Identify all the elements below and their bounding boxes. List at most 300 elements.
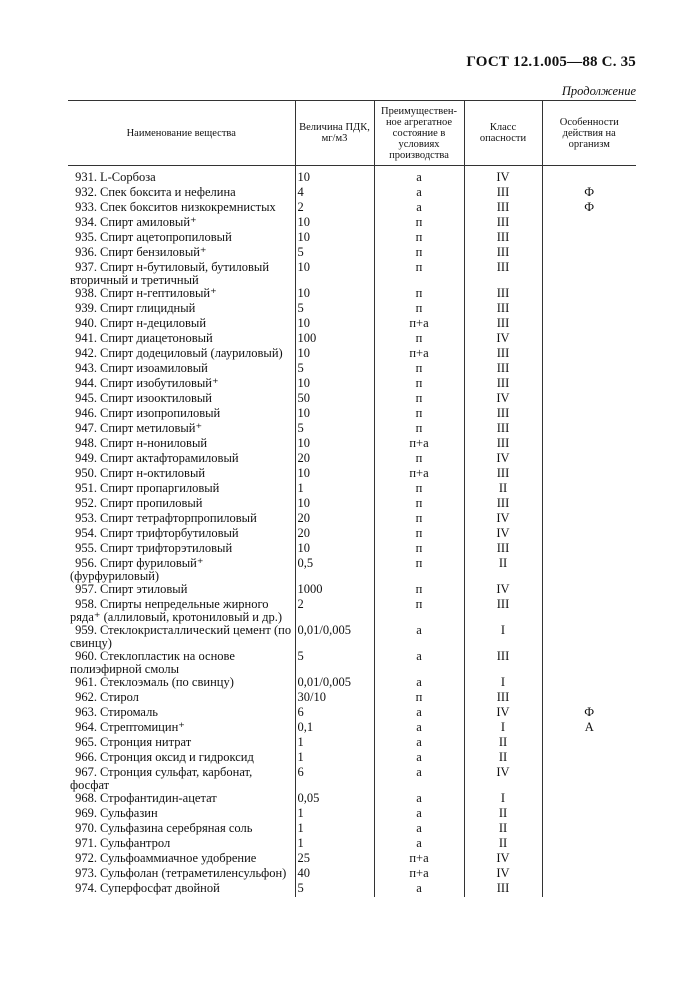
- cell-substance: [68, 362, 295, 377]
- row-number: 959.: [75, 623, 97, 637]
- substance-name: Спирт тетрафторпропиловый: [100, 511, 257, 525]
- table-row: [68, 201, 636, 216]
- substance-name: Строфантидин-ацетат: [100, 791, 217, 805]
- continuation-label: Продолжение: [561, 84, 636, 98]
- cell-substance: [68, 650, 295, 676]
- cell-state: п: [374, 497, 464, 512]
- cell-pdk: 4: [295, 186, 374, 201]
- cell-effect: [542, 542, 636, 557]
- row-number: 960.: [75, 649, 97, 663]
- row-number: 944.: [75, 376, 97, 390]
- cell-state: п: [374, 216, 464, 231]
- table-row: [68, 736, 636, 751]
- table-row: [68, 822, 636, 837]
- cell-effect: [542, 317, 636, 332]
- cell-state: п+а: [374, 317, 464, 332]
- table-row: [68, 792, 636, 807]
- row-number: 963.: [75, 705, 97, 719]
- cell-pdk: 0,5: [295, 557, 374, 583]
- cell-substance: [68, 497, 295, 512]
- cell-pdk: 1000: [295, 583, 374, 598]
- row-number: 967.: [75, 765, 97, 779]
- table-row: [68, 751, 636, 766]
- cell-state: а: [374, 186, 464, 201]
- cell-effect: [542, 302, 636, 317]
- cell-substance: [68, 512, 295, 527]
- cell-effect: [542, 867, 636, 882]
- table-row: [68, 216, 636, 231]
- cell-pdk: 50: [295, 392, 374, 407]
- row-number: 950.: [75, 466, 97, 480]
- table-row: [68, 497, 636, 512]
- cell-class: III: [464, 407, 542, 422]
- cell-effect: [542, 766, 636, 792]
- cell-effect: [542, 792, 636, 807]
- row-number: 948.: [75, 436, 97, 450]
- cell-substance: [68, 246, 295, 261]
- substance-name: Стирол: [100, 690, 139, 704]
- cell-effect: [542, 583, 636, 598]
- cell-state: п: [374, 287, 464, 302]
- table-row: [68, 482, 636, 497]
- cell-pdk: 1: [295, 837, 374, 852]
- substance-name: Стеклоэмаль (по свинцу): [100, 675, 234, 689]
- cell-substance: [68, 822, 295, 837]
- substance-name: Стронция нитрат: [100, 735, 192, 749]
- cell-class: IV: [464, 166, 542, 187]
- cell-effect: [542, 332, 636, 347]
- substance-name: Спек бокситов низкокремнистых: [100, 200, 276, 214]
- cell-pdk: 5: [295, 246, 374, 261]
- cell-class: III: [464, 650, 542, 676]
- row-number: 939.: [75, 301, 97, 315]
- substance-name: Спирт н-бутиловый, бутиловый вторичный и третичный: [70, 260, 270, 287]
- cell-class: III: [464, 437, 542, 452]
- cell-substance: [68, 377, 295, 392]
- cell-effect: [542, 246, 636, 261]
- table-row: [68, 332, 636, 347]
- substance-name: Стиромаль: [100, 705, 159, 719]
- row-number: 958.: [75, 597, 97, 611]
- col-header-pdk: Величина ПДК, мг/м3: [295, 101, 374, 166]
- table-row: [68, 166, 636, 187]
- table-row: [68, 407, 636, 422]
- cell-state: а: [374, 201, 464, 216]
- cell-pdk: 40: [295, 867, 374, 882]
- cell-effect: [542, 837, 636, 852]
- row-number: 936.: [75, 245, 97, 259]
- cell-effect: [542, 407, 636, 422]
- cell-substance: [68, 583, 295, 598]
- cell-pdk: 5: [295, 650, 374, 676]
- table-row: [68, 527, 636, 542]
- cell-pdk: 10: [295, 231, 374, 246]
- cell-effect: [542, 166, 636, 187]
- cell-state: п+а: [374, 852, 464, 867]
- table-row: [68, 583, 636, 598]
- cell-state: п: [374, 542, 464, 557]
- cell-state: п: [374, 407, 464, 422]
- cell-class: III: [464, 542, 542, 557]
- cell-state: п+а: [374, 347, 464, 362]
- substance-name: Спирт изопропиловый: [100, 406, 221, 420]
- table-row: [68, 246, 636, 261]
- cell-class: II: [464, 482, 542, 497]
- cell-pdk: 0,01/0,005: [295, 624, 374, 650]
- cell-substance: [68, 302, 295, 317]
- substance-name: Спирт амиловый⁺: [100, 215, 197, 229]
- row-number: 962.: [75, 690, 97, 704]
- cell-class: IV: [464, 852, 542, 867]
- row-number: 945.: [75, 391, 97, 405]
- cell-state: п: [374, 377, 464, 392]
- table-row: [68, 706, 636, 721]
- substance-name: Спирт н-нониловый: [100, 436, 208, 450]
- cell-class: III: [464, 422, 542, 437]
- substance-name: Спирт н-гептиловый⁺: [100, 286, 217, 300]
- substance-name: Спирт диацетоновый: [100, 331, 213, 345]
- cell-pdk: 1: [295, 736, 374, 751]
- cell-class: I: [464, 721, 542, 736]
- table-row: [68, 852, 636, 867]
- cell-class: III: [464, 246, 542, 261]
- cell-substance: [68, 676, 295, 691]
- cell-class: III: [464, 467, 542, 482]
- row-number: 935.: [75, 230, 97, 244]
- cell-pdk: 0,05: [295, 792, 374, 807]
- cell-state: п: [374, 422, 464, 437]
- cell-class: II: [464, 557, 542, 583]
- cell-state: п: [374, 332, 464, 347]
- substance-name: Спирт этиловый: [100, 582, 188, 596]
- row-number: 941.: [75, 331, 97, 345]
- cell-substance: [68, 882, 295, 897]
- cell-effect: [542, 807, 636, 822]
- cell-effect: [542, 557, 636, 583]
- row-number: 955.: [75, 541, 97, 555]
- substance-name: Спирт изооктиловый: [100, 391, 212, 405]
- cell-pdk: 5: [295, 362, 374, 377]
- row-number: 942.: [75, 346, 97, 360]
- cell-state: а: [374, 882, 464, 897]
- cell-class: IV: [464, 392, 542, 407]
- cell-effect: [542, 751, 636, 766]
- cell-substance: [68, 261, 295, 287]
- cell-class: III: [464, 287, 542, 302]
- cell-state: п: [374, 557, 464, 583]
- substance-name: L-Сорбоза: [100, 170, 156, 184]
- cell-state: п: [374, 362, 464, 377]
- cell-state: п+а: [374, 867, 464, 882]
- substance-name: Сульфоаммиачное удобрение: [100, 851, 257, 865]
- row-number: 937.: [75, 260, 97, 274]
- row-number: 952.: [75, 496, 97, 510]
- cell-pdk: 10: [295, 287, 374, 302]
- cell-class: III: [464, 302, 542, 317]
- cell-state: а: [374, 807, 464, 822]
- table-row: [68, 362, 636, 377]
- cell-effect: [542, 482, 636, 497]
- cell-substance: [68, 792, 295, 807]
- row-number: 933.: [75, 200, 97, 214]
- substance-name: Спирт н-октиловый: [100, 466, 206, 480]
- cell-pdk: 1: [295, 751, 374, 766]
- substance-name: Стеклокристаллический цемент (по свинцу): [70, 623, 292, 650]
- cell-effect: [542, 736, 636, 751]
- cell-substance: [68, 706, 295, 721]
- row-number: 969.: [75, 806, 97, 820]
- cell-state: а: [374, 166, 464, 187]
- cell-pdk: 20: [295, 527, 374, 542]
- cell-substance: [68, 166, 295, 187]
- cell-effect: Ф: [542, 201, 636, 216]
- substance-name: Спирт трифторэтиловый: [100, 541, 233, 555]
- substance-name: Спирт пропиловый: [100, 496, 203, 510]
- cell-class: II: [464, 837, 542, 852]
- table-body: [68, 166, 636, 898]
- cell-substance: [68, 186, 295, 201]
- cell-effect: [542, 392, 636, 407]
- cell-class: IV: [464, 332, 542, 347]
- table-row: [68, 287, 636, 302]
- cell-effect: [542, 377, 636, 392]
- cell-class: III: [464, 362, 542, 377]
- cell-substance: [68, 467, 295, 482]
- cell-state: п: [374, 482, 464, 497]
- substance-name: Спирт додециловый (лауриловый): [100, 346, 283, 360]
- row-number: 970.: [75, 821, 97, 835]
- row-number: 932.: [75, 185, 97, 199]
- cell-class: III: [464, 377, 542, 392]
- cell-substance: [68, 751, 295, 766]
- cell-class: III: [464, 261, 542, 287]
- cell-pdk: 1: [295, 822, 374, 837]
- cell-substance: [68, 287, 295, 302]
- cell-substance: [68, 317, 295, 332]
- col-header-state: Преимуществен-ное агрегатное состояние в условиях производства: [374, 101, 464, 166]
- cell-state: п+а: [374, 467, 464, 482]
- table-row: [68, 512, 636, 527]
- cell-effect: [542, 231, 636, 246]
- cell-substance: [68, 736, 295, 751]
- row-number: 973.: [75, 866, 97, 880]
- substance-name: Спирт актафторамиловый: [100, 451, 239, 465]
- cell-pdk: 100: [295, 332, 374, 347]
- table-row: [68, 882, 636, 897]
- cell-substance: [68, 201, 295, 216]
- cell-substance: [68, 837, 295, 852]
- cell-substance: [68, 691, 295, 706]
- cell-pdk: 20: [295, 452, 374, 467]
- substance-name: Спирт метиловый⁺: [100, 421, 203, 435]
- table-row: [68, 452, 636, 467]
- substance-name: Сульфазин: [100, 806, 158, 820]
- cell-effect: [542, 467, 636, 482]
- table-row: [68, 392, 636, 407]
- cell-pdk: 2: [295, 598, 374, 624]
- cell-state: а: [374, 751, 464, 766]
- cell-pdk: 10: [295, 497, 374, 512]
- cell-pdk: 10: [295, 437, 374, 452]
- cell-effect: [542, 216, 636, 231]
- substance-name: Спирт н-дециловый: [100, 316, 207, 330]
- cell-pdk: 10: [295, 317, 374, 332]
- cell-state: п: [374, 261, 464, 287]
- cell-effect: [542, 452, 636, 467]
- cell-state: п: [374, 598, 464, 624]
- cell-pdk: 25: [295, 852, 374, 867]
- table-row: [68, 437, 636, 452]
- cell-effect: А: [542, 721, 636, 736]
- cell-state: а: [374, 766, 464, 792]
- cell-state: п: [374, 583, 464, 598]
- cell-effect: [542, 437, 636, 452]
- cell-state: п: [374, 392, 464, 407]
- table-row: [68, 467, 636, 482]
- cell-pdk: 0,01/0,005: [295, 676, 374, 691]
- table-row: [68, 557, 636, 583]
- table-row: [68, 347, 636, 362]
- cell-pdk: 1: [295, 807, 374, 822]
- cell-class: III: [464, 216, 542, 231]
- col-header-name: Наименование вещества: [68, 101, 295, 166]
- cell-state: а: [374, 736, 464, 751]
- table-row: [68, 837, 636, 852]
- cell-pdk: 10: [295, 261, 374, 287]
- substance-name: Спирт фуриловый⁺ (фурфуриловый): [70, 556, 204, 583]
- cell-pdk: 10: [295, 216, 374, 231]
- cell-class: III: [464, 231, 542, 246]
- cell-pdk: 5: [295, 882, 374, 897]
- substance-name: Стеклопластик на основе полиэфирной смолы: [70, 649, 235, 676]
- substance-name: Спирт ацетопропиловый: [100, 230, 232, 244]
- table-row: [68, 676, 636, 691]
- cell-state: п: [374, 231, 464, 246]
- substances-table: [68, 100, 636, 897]
- substance-name: Стронция сульфат, карбонат, фосфат: [70, 765, 253, 792]
- cell-pdk: 6: [295, 766, 374, 792]
- cell-effect: [542, 261, 636, 287]
- cell-class: II: [464, 807, 542, 822]
- table-row: [68, 691, 636, 706]
- cell-substance: [68, 332, 295, 347]
- cell-substance: [68, 721, 295, 736]
- row-number: 953.: [75, 511, 97, 525]
- substance-name: Спирты непредельные жирного ряда⁺ (аллиловый, кротониловый и др.): [70, 597, 282, 624]
- row-number: 943.: [75, 361, 97, 375]
- cell-class: III: [464, 347, 542, 362]
- cell-substance: [68, 216, 295, 231]
- cell-effect: [542, 497, 636, 512]
- row-number: 934.: [75, 215, 97, 229]
- cell-pdk: 20: [295, 512, 374, 527]
- substance-name: Сульфолан (тетраметиленсульфон): [100, 866, 287, 880]
- cell-substance: [68, 867, 295, 882]
- cell-substance: [68, 482, 295, 497]
- cell-class: III: [464, 497, 542, 512]
- cell-substance: [68, 231, 295, 246]
- cell-substance: [68, 557, 295, 583]
- row-number: 946.: [75, 406, 97, 420]
- substance-name: Спирт изоамиловый: [100, 361, 208, 375]
- cell-effect: Ф: [542, 186, 636, 201]
- cell-class: I: [464, 624, 542, 650]
- cell-state: п: [374, 512, 464, 527]
- cell-pdk: 6: [295, 706, 374, 721]
- table-row: [68, 598, 636, 624]
- cell-substance: [68, 347, 295, 362]
- row-number: 966.: [75, 750, 97, 764]
- cell-substance: [68, 437, 295, 452]
- row-number: 949.: [75, 451, 97, 465]
- table-row: [68, 377, 636, 392]
- substance-name: Сульфазина серебряная соль: [100, 821, 253, 835]
- table-row: [68, 261, 636, 287]
- cell-pdk: 1: [295, 482, 374, 497]
- row-number: 938.: [75, 286, 97, 300]
- cell-effect: [542, 882, 636, 897]
- substance-name: Стронция оксид и гидроксид: [100, 750, 254, 764]
- cell-class: II: [464, 822, 542, 837]
- substance-name: Суперфосфат двойной: [100, 881, 220, 895]
- substance-name: Стрептомицин⁺: [100, 720, 185, 734]
- row-number: 968.: [75, 791, 97, 805]
- table-row: [68, 721, 636, 736]
- substance-name: Спирт трифторбутиловый: [100, 526, 239, 540]
- cell-effect: [542, 347, 636, 362]
- cell-effect: [542, 362, 636, 377]
- cell-pdk: 30/10: [295, 691, 374, 706]
- cell-class: IV: [464, 706, 542, 721]
- row-number: 940.: [75, 316, 97, 330]
- table-row: [68, 186, 636, 201]
- row-number: 956.: [75, 556, 97, 570]
- row-number: 974.: [75, 881, 97, 895]
- row-number: 947.: [75, 421, 97, 435]
- cell-state: п: [374, 302, 464, 317]
- cell-class: IV: [464, 512, 542, 527]
- cell-effect: [542, 422, 636, 437]
- cell-state: п: [374, 452, 464, 467]
- cell-state: а: [374, 721, 464, 736]
- row-number: 957.: [75, 582, 97, 596]
- table-row: [68, 807, 636, 822]
- cell-class: IV: [464, 527, 542, 542]
- cell-class: I: [464, 676, 542, 691]
- cell-class: III: [464, 317, 542, 332]
- cell-class: III: [464, 598, 542, 624]
- cell-effect: [542, 287, 636, 302]
- substance-name: Спирт бензиловый⁺: [100, 245, 207, 259]
- substance-name: Спек боксита и нефелина: [100, 185, 236, 199]
- cell-effect: [542, 650, 636, 676]
- cell-pdk: 2: [295, 201, 374, 216]
- cell-class: II: [464, 751, 542, 766]
- table-header-row: [68, 101, 636, 166]
- row-number: 965.: [75, 735, 97, 749]
- substance-name: Сульфантрол: [100, 836, 171, 850]
- cell-state: а: [374, 706, 464, 721]
- cell-state: а: [374, 792, 464, 807]
- cell-pdk: 10: [295, 377, 374, 392]
- cell-substance: [68, 527, 295, 542]
- col-header-class: Класс опасности: [464, 101, 542, 166]
- col-header-effect: Особенности действия на организм: [542, 101, 636, 166]
- table-row: [68, 422, 636, 437]
- cell-substance: [68, 392, 295, 407]
- cell-substance: [68, 542, 295, 557]
- cell-pdk: 5: [295, 302, 374, 317]
